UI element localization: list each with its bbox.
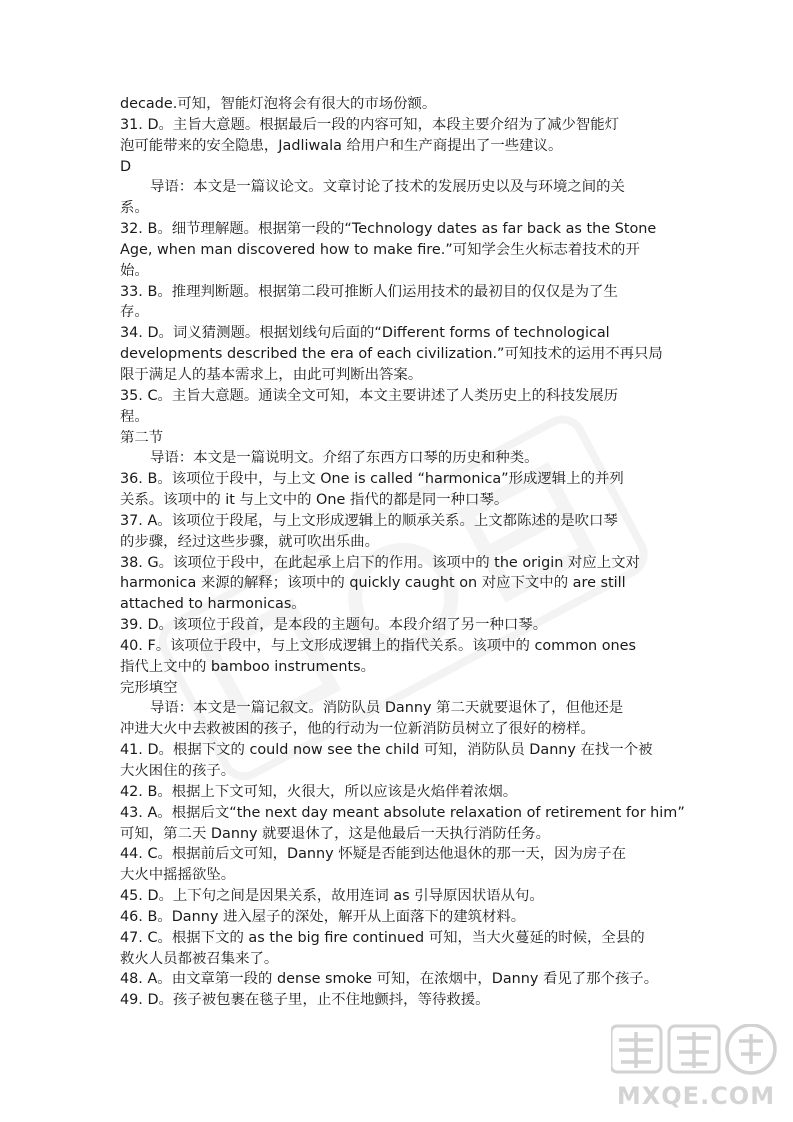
text-line: 完形填空 bbox=[120, 679, 178, 696]
text-line: 程。 bbox=[120, 408, 149, 425]
text-line: 始。 bbox=[120, 262, 149, 279]
text-line: 38. G。该项位于段中，在此起承上启下的作用。该项中的 the origin 对应上文对 bbox=[120, 554, 640, 571]
text-line: 46. B。Danny 进入屋子的深处，解开从上面落下的建筑材料。 bbox=[120, 908, 526, 925]
text-line: 导语：本文是一篇记叙文。消防队员 Danny 第二天就要退休了，但他还是 bbox=[150, 700, 624, 717]
text-line: 救火人员都被召集来了。 bbox=[120, 950, 279, 967]
text-line: D bbox=[120, 158, 132, 175]
text-line: 冲进大火中去救被困的孩子，他的行动为一位新消防员树立了很好的榜样。 bbox=[120, 721, 595, 738]
text-line: 33. B。推理判断题。根据第二段可推断人们运用技术的最初目的仅仅是为了生 bbox=[120, 283, 618, 300]
text-line: 41. D。根据下文的 could now see the child 可知，消防队员 Danny 在找一个被 bbox=[120, 742, 653, 759]
logo-mark-icon bbox=[611, 1024, 781, 1114]
text-line: 的步骤，经过这些步骤，就可吹出乐曲。 bbox=[120, 533, 380, 550]
text-line: 35. C。主旨大意题。通读全文可知，本文主要讲述了人类历史上的科技发展历 bbox=[120, 387, 619, 404]
text-line: harmonica 来源的解释；该项中的 quickly caught on 对应下文中的 are still bbox=[120, 575, 626, 592]
text-line: 34. D。词义猜测题。根据划线句后面的“Different forms of technological bbox=[120, 325, 610, 342]
text-line: 39. D。该项位于段首，是本段的主题句。本段介绍了另一种口琴。 bbox=[120, 617, 548, 634]
text-line: 导语：本文是一篇说明文。介绍了东西方口琴的历史和种类。 bbox=[150, 450, 539, 467]
text-line: developments described the era of each civilization.”可知技术的运用不再只局 bbox=[120, 346, 663, 363]
text-line: 48. A。由文章第一段的 dense smoke 可知，在浓烟中，Danny 看见了那个孩子。 bbox=[120, 971, 659, 988]
text-line: attached to harmonicas。 bbox=[120, 596, 306, 613]
text-line: 36. B。该项位于段中，与上文 One is called “harmonica”形成逻辑上的并列 bbox=[120, 471, 624, 488]
text-line: 31. D。主旨大意题。根据最后一段的内容可知，本段主要介绍为了减少智能灯 bbox=[120, 116, 620, 133]
text-line: 40. F。该项位于段中，与上文形成逻辑上的指代关系。该项中的 common ones bbox=[120, 637, 636, 654]
text-line: 关系。该项中的 it 与上文中的 One 指代的都是同一种口琴。 bbox=[120, 492, 509, 509]
text-line: 泡可能带来的安全隐患，Jadliwala 给用户和生产商提出了一些建议。 bbox=[120, 137, 563, 154]
text-line: 存。 bbox=[120, 304, 149, 321]
text-line: decade.可知，智能灯泡将会有很大的市场份额。 bbox=[120, 96, 437, 112]
text-line: Age, when man discovered how to make fire.”可知学会生火标志着技术的开 bbox=[120, 241, 640, 258]
logo-domain-text: MXQE.COM bbox=[616, 1082, 776, 1110]
answer-document bbox=[0, 94, 793, 1011]
text-line: 37. A。该项位于段尾，与上文形成逻辑上的顺承关系。上文都陈述的是吹口琴 bbox=[120, 512, 618, 529]
text-line: 导语：本文是一篇议论文。文章讨论了技术的发展历史以及与环境之间的关 bbox=[150, 179, 625, 196]
text-line: 大火困住的孩子。 bbox=[120, 763, 236, 779]
text-line: 可知，第二天 Danny 就要退休了，这是他最后一天执行消防任务。 bbox=[120, 825, 550, 842]
text-line: 45. D。上下句之间是因果关系，故用连词 as 引导原因状语从句。 bbox=[120, 888, 544, 905]
text-line: 43. A。根据后文“the next day meant absolute relaxation of retirement for him” bbox=[120, 804, 685, 821]
text-line: 限于满足人的基本需求上，由此可判断出答案。 bbox=[120, 366, 423, 383]
text-line: 44. C。根据前后文可知，Danny 怀疑是否能到达他退休的那一天，因为房子在 bbox=[120, 846, 627, 863]
site-logo bbox=[611, 1024, 781, 1114]
text-line: 42. B。根据上下文可知，火很大，所以应该是火焰伴着浓烟。 bbox=[120, 783, 518, 800]
text-line: 大火中摇摇欲坠。 bbox=[120, 867, 236, 884]
text-line: 32. B。细节理解题。根据第一段的“Technology dates as far back as the Stone bbox=[120, 221, 657, 238]
text-line: 第二节 bbox=[120, 429, 164, 446]
text-line: 47. C。根据下文的 as the big fire continued 可知，当大火蔓延的时候，全县的 bbox=[120, 929, 645, 946]
text-line: 系。 bbox=[120, 200, 149, 217]
text-line: 49. D。孩子被包裹在毯子里，止不住地颤抖，等待救援。 bbox=[120, 992, 490, 1009]
text-line: 指代上文中的 bamboo instruments。 bbox=[120, 658, 376, 675]
